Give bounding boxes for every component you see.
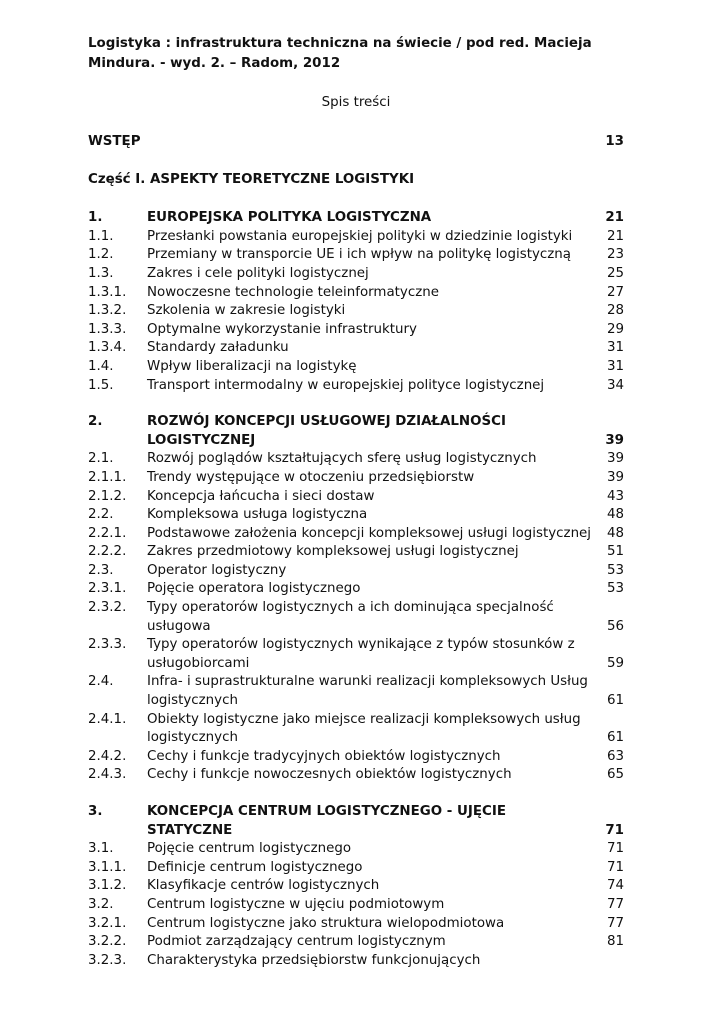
toc-entry-page: 71 [606, 859, 624, 875]
toc-entry[interactable] [88, 321, 624, 340]
toc-entry-number: 2.3.1. [88, 581, 127, 597]
toc-entry[interactable] [88, 748, 624, 767]
toc-entry[interactable] [88, 525, 624, 544]
toc-entry-title: Typy operatorów logistycznych a ich dominująca specjalność usługowa [147, 600, 554, 634]
toc-entry[interactable] [88, 469, 624, 488]
toc-entry[interactable] [88, 840, 624, 859]
toc-entry-title: Szkolenia w zakresie logistyki [147, 303, 346, 319]
toc-entry[interactable] [88, 377, 624, 396]
toc-entry-title: Cechy i funkcje nowoczesnych obiektów logistycznych [147, 767, 512, 783]
toc-entry-number: 1.3.3. [88, 321, 127, 337]
chapter-3-heading[interactable] [88, 803, 624, 840]
toc-entry-page: 77 [606, 915, 624, 931]
toc-entry-page: 56 [606, 618, 624, 634]
chapter-2-heading[interactable] [88, 413, 624, 450]
toc-entry-intro[interactable] [88, 133, 624, 152]
intro-label: WSTĘP [88, 134, 141, 149]
toc-entry[interactable] [88, 859, 624, 878]
toc-entry-page: 53 [606, 562, 624, 578]
toc-entry-title: Definicje centrum logistycznego [147, 859, 363, 875]
toc-entry[interactable] [88, 506, 624, 525]
toc-entry-number: 1.3.1. [88, 284, 127, 300]
toc-entry-number: 1.1. [88, 228, 114, 244]
toc-heading: Spis treści [321, 95, 391, 110]
toc-entry-page: 59 [606, 655, 624, 671]
toc-entry-number: 3.2. [88, 896, 114, 912]
toc-entry-title: Klasyfikacje centrów logistycznych [147, 878, 380, 894]
toc-entry-number: 1.3.2. [88, 303, 127, 319]
toc-entry-title: Trendy występujące w otoczeniu przedsiębiorstw [147, 469, 475, 485]
toc-entry-page: 39 [606, 469, 624, 485]
toc-entry-number: 1.3. [88, 265, 114, 281]
toc-entry-title: Przesłanki powstania europejskiej polityki w dziedzinie logistyki [147, 228, 573, 244]
toc-entry-number: 2.4. [88, 674, 114, 690]
toc-entry-title: Zakres i cele polityki logistycznej [147, 265, 369, 281]
toc-entry[interactable] [88, 673, 624, 710]
toc-entry-title: Typy operatorów logistycznych wynikające z typów stosunków z usługobiorcami [147, 637, 575, 671]
toc-entry-number: 2.3.2. [88, 600, 127, 616]
toc-entry-title: Pojęcie centrum logistycznego [147, 841, 352, 857]
toc-entry-number: 3.1.2. [88, 878, 127, 894]
toc-entry-title: Zakres przedmiotowy kompleksowej usługi logistycznej [147, 544, 519, 560]
toc-entry-page: 74 [606, 878, 624, 894]
toc-entry[interactable] [88, 562, 624, 581]
intro-page: 13 [605, 134, 624, 149]
toc-entry[interactable] [88, 265, 624, 284]
toc-entry[interactable] [88, 580, 624, 599]
toc-entry-number: 1.5. [88, 377, 114, 393]
toc-entry-number: 2.4.1. [88, 711, 127, 727]
toc-entry-number: 2.2. [88, 507, 114, 523]
toc-entry-title: Centrum logistyczne w ujęciu podmiotowym [147, 896, 445, 912]
toc-entry-title: Rozwój poglądów kształtujących sferę usług logistycznych [147, 451, 537, 467]
toc-entry-title: Wpływ liberalizacji na logistykę [147, 358, 357, 374]
chapter-3-title-line1: KONCEPCJA CENTRUM LOGISTYCZNEGO - UJĘCIE [147, 804, 506, 819]
chapter-1-entries [88, 228, 624, 395]
toc-entry-page: 43 [606, 488, 624, 504]
toc-entry-number: 2.4.3. [88, 767, 127, 783]
toc-entry[interactable] [88, 636, 624, 673]
toc-entry-title: Standardy załadunku [147, 340, 289, 356]
toc-entry-number: 1.4. [88, 358, 114, 374]
toc-entry[interactable] [88, 952, 624, 971]
toc-entry-title: Kompleksowa usługa logistyczna [147, 507, 368, 523]
toc-entry-page: 29 [606, 321, 624, 337]
chapter-2-number: 2. [88, 414, 103, 430]
toc-entry-page: 71 [606, 841, 624, 857]
toc-entry-page: 31 [606, 358, 624, 374]
toc-entry[interactable] [88, 915, 624, 934]
toc-entry-number: 3.1. [88, 841, 114, 857]
toc-entry-page: 81 [606, 934, 624, 950]
chapter-2-page: 39 [605, 432, 624, 448]
toc-entry-title: Pojęcie operatora logistycznego [147, 581, 361, 597]
toc-entry[interactable] [88, 543, 624, 562]
toc-entry[interactable] [88, 711, 624, 748]
toc-entry-title: Przemiany w transporcie UE i ich wpływ na politykę logistyczną [147, 247, 571, 263]
toc-entry-page: 28 [606, 303, 624, 319]
toc-entry-title: Optymalne wykorzystanie infrastruktury [147, 321, 417, 337]
document-title: Logistyka : infrastruktura techniczna na świecie / pod red. Macieja Mindura. - wyd. 2. – Radom, 2012 [88, 36, 592, 71]
toc-entry[interactable] [88, 302, 624, 321]
chapter-2-title [147, 413, 604, 450]
toc-entry-number: 3.2.1. [88, 915, 127, 931]
toc-entry-number: 3.1.1. [88, 859, 127, 875]
toc-entry-page: 77 [606, 896, 624, 912]
toc-entry-number: 2.3.3. [88, 637, 127, 653]
chapter-1-title: EUROPEJSKA POLITYKA LOGISTYCZNA [147, 210, 432, 226]
toc-entry-number: 2.2.2. [88, 544, 127, 560]
toc-entry-number: 3.2.3. [88, 952, 127, 968]
toc-entry-page: 31 [606, 340, 624, 356]
chapter-2-entries [88, 450, 624, 785]
chapter-1-heading[interactable] [88, 209, 624, 228]
chapter-3-title-line2: STATYCZNE [147, 822, 233, 838]
toc-entry-page: 25 [606, 265, 624, 281]
toc-entry-number: 2.2.1. [88, 525, 127, 541]
toc-entry-number: 2.4.2. [88, 748, 127, 764]
toc-entry-page: 39 [606, 451, 624, 467]
toc-entry-page: 61 [606, 730, 624, 746]
toc-entry-title: Podstawowe założenia koncepcji kompleksowej usługi logistycznej [147, 525, 592, 541]
toc-entry[interactable] [88, 488, 624, 507]
toc-entry-title: Podmiot zarządzający centrum logistycznym [147, 934, 446, 950]
toc-entry-number: 2.1. [88, 451, 114, 467]
toc-entry-title: Operator logistyczny [147, 562, 287, 578]
toc-entry-page: 61 [606, 693, 624, 709]
toc-entry-page: 23 [606, 247, 624, 263]
toc-entry[interactable] [88, 246, 624, 265]
toc-entry-number: 1.2. [88, 247, 114, 263]
chapter-3-number: 3. [88, 804, 103, 819]
toc-entry[interactable] [88, 896, 624, 915]
toc-entry-title: Koncepcja łańcucha i sieci dostaw [147, 488, 375, 504]
toc-entry-page: 53 [606, 581, 624, 597]
toc-entry-title: Cechy i funkcje tradycyjnych obiektów logistycznych [147, 748, 501, 764]
toc-entry[interactable] [88, 284, 624, 303]
chapter-3-entries [88, 840, 624, 970]
toc-entry-number: 2.3. [88, 562, 114, 578]
toc-entry-number: 2.1.2. [88, 488, 127, 504]
toc-entry-title: Infra- i suprastrukturalne warunki realizacji kompleksowych Usług logistycznych [147, 674, 588, 709]
toc-entry[interactable] [88, 228, 624, 247]
toc-entry-title: Centrum logistyczne jako struktura wielopodmiotowa [147, 915, 505, 931]
toc-entry-number: 1.3.4. [88, 340, 127, 356]
chapter-1-page: 21 [605, 210, 624, 226]
chapter-1-number: 1. [88, 210, 103, 226]
toc-entry-number: 3.2.2. [88, 934, 127, 950]
toc-entry-page: 48 [606, 507, 624, 523]
chapter-2-title-line2: LOGISTYCZNEJ [147, 432, 256, 448]
toc-entry[interactable] [88, 877, 624, 896]
toc-page [88, 34, 624, 970]
toc-entry[interactable] [88, 450, 624, 469]
toc-entry-title: Obiekty logistyczne jako miejsce realizacji kompleksowych usług logistycznych [147, 711, 581, 746]
chapter-2-title-line1: ROZWÓJ KONCEPCJI USŁUGOWEJ DZIAŁALNOŚCI [147, 414, 506, 430]
toc-entry-page: 65 [606, 767, 624, 783]
toc-entry-page: 21 [606, 228, 624, 244]
toc-entry-title: Transport intermodalny w europejskiej polityce logistycznej [147, 377, 545, 393]
toc-entry-number: 2.1.1. [88, 469, 127, 485]
toc-entry[interactable] [88, 933, 624, 952]
toc-entry-page: 48 [606, 525, 624, 541]
toc-entry[interactable] [88, 599, 624, 636]
part-heading: Część I. ASPEKTY TEORETYCZNE LOGISTYKI [88, 171, 415, 187]
toc-entry[interactable] [88, 766, 624, 785]
chapter-3-title [147, 803, 604, 840]
toc-entry-page: 51 [606, 544, 624, 560]
toc-entry-page: 63 [606, 748, 624, 764]
toc-entry-page: 27 [606, 284, 624, 300]
toc-entry[interactable] [88, 358, 624, 377]
toc-entry-title: Charakterystyka przedsiębiorstw funkcjonujących [147, 952, 481, 968]
chapter-3-page: 71 [605, 822, 624, 838]
toc-entry-page: 34 [606, 377, 624, 393]
toc-entry-title: Nowoczesne technologie teleinformatyczne [147, 284, 439, 300]
toc-entry[interactable] [88, 339, 624, 358]
